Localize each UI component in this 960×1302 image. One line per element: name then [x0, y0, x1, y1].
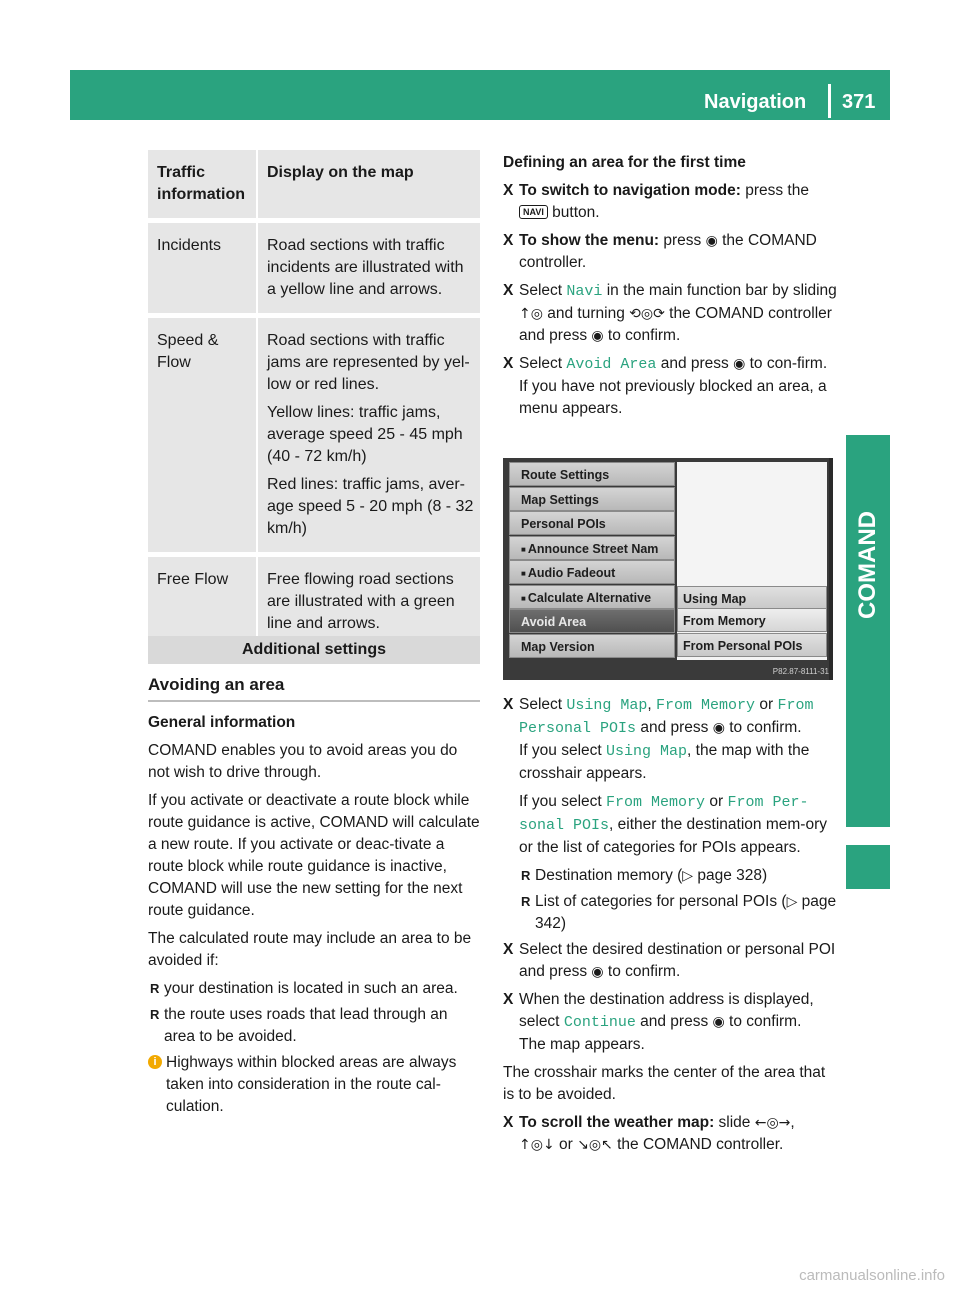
step-marker-icon: X: [503, 232, 514, 249]
footer-watermark: carmanualsonline.info: [799, 1267, 945, 1284]
instruction-step: X To scroll the weather map: slide ←◎→, ↑◎↓ or ↘◎↖ the COMAND controller.: [503, 1114, 795, 1153]
list-item: R Destination memory (▷ page 328): [519, 865, 837, 887]
cell-text: Red lines: traffic jams, aver-age speed 5 - 20 mph (8 - 32 km/h): [267, 476, 474, 537]
press-controller-icon: ◉: [591, 964, 604, 980]
side-block: [846, 845, 890, 889]
press-controller-icon: ◉: [591, 328, 604, 344]
slide-diagonal-icon: ↘◎↖: [577, 1137, 613, 1153]
menu-item: Route Settings: [509, 462, 675, 486]
table-header-cell: Traffic information: [148, 150, 258, 218]
header-divider: [828, 84, 831, 118]
table-cell: Incidents: [148, 223, 258, 313]
table-cell: [258, 318, 480, 552]
left-column: [148, 712, 482, 1118]
press-controller-icon: ◉: [705, 233, 718, 249]
bullet-icon: R: [521, 894, 531, 909]
paragraph: The calculated route may include an area to be avoided if:: [148, 930, 472, 969]
info-icon: i: [148, 1055, 162, 1069]
slide-left-right-icon: ←◎→: [754, 1115, 791, 1131]
menu-item-selected: Avoid Area: [509, 609, 675, 633]
step-marker-icon: X: [503, 355, 514, 372]
table-header-row: [148, 150, 480, 223]
list-item: R List of categories for personal POIs (▷ page 342): [521, 893, 837, 932]
menu-item: ■ Calculate Alternative: [509, 585, 675, 609]
table-row: [148, 223, 480, 318]
instruction-step: X Select Navi in the main function bar by sliding ↑◎ and turning ⟲◎⟳ the COMAND controller and press ◉ to confirm.: [503, 282, 837, 344]
page-number: 371: [842, 91, 876, 113]
submenu-item: From Personal POIs: [677, 633, 827, 657]
menu-item: Map Settings: [509, 487, 675, 511]
page-ref-icon: ▷: [682, 868, 694, 884]
bullet-icon: R: [521, 868, 531, 883]
slide-up-down-icon: ↑◎↓: [519, 1137, 555, 1153]
table-cell: Speed & Flow: [148, 318, 258, 552]
list-item: R the route uses roads that lead through an area to be avoided.: [150, 1006, 448, 1045]
paragraph: COMAND enables you to avoid areas you do not wish to drive through.: [148, 742, 458, 781]
step-marker-icon: X: [503, 1114, 514, 1131]
menu-item: ■ Audio Fadeout: [509, 560, 675, 584]
table-header-cell: Display on the map: [267, 164, 414, 181]
press-controller-icon: ◉: [712, 720, 725, 736]
instruction-step: X Select Using Map, From Memory or From Personal POIs and press ◉ to confirm. If you select Using Map, the map with the crosshair appears.: [503, 696, 814, 782]
table-cell: [258, 557, 480, 647]
menu-item: ■ Announce Street Nam: [509, 536, 675, 560]
traffic-table: [148, 150, 480, 652]
table-cell: [258, 223, 480, 313]
paragraph: The crosshair marks the center of the area that is to be avoided.: [503, 1064, 826, 1103]
turn-controller-icon: ⟲◎⟳: [629, 306, 665, 322]
general-heading: General information: [148, 714, 296, 731]
step-marker-icon: X: [503, 991, 514, 1008]
instruction-step: X Select Avoid Area and press ◉ to con-firm. If you have not previously blocked an area, a menu appears.: [503, 355, 828, 417]
header-title: Navigation: [704, 91, 807, 113]
right-column-lower: [503, 694, 837, 1162]
slide-up-icon: ↑◎: [519, 306, 543, 322]
result-text: If you select From Memory or From Per-sonal POIs, either the destination mem-ory or the list of categories for POIs appears.: [519, 793, 827, 856]
table-cell: Free Flow: [148, 557, 258, 647]
press-controller-icon: ◉: [712, 1014, 725, 1030]
info-note: i Highways within blocked areas are always taken into consideration in the route cal-culation.: [148, 1052, 482, 1118]
instruction-step: X To show the menu: press ◉ the COMAND controller.: [503, 232, 817, 271]
bullet-icon: R: [150, 1007, 160, 1022]
step-marker-icon: X: [503, 696, 514, 713]
list-item: R your destination is located in such an area.: [148, 978, 482, 1000]
comand-menu-screenshot: [503, 458, 833, 680]
page-ref-icon: ▷: [786, 894, 798, 910]
cell-text: Road sections with traffic incidents are illustrated with a yellow line and arrows.: [267, 237, 464, 298]
table-row: [148, 318, 480, 557]
cell-text: Road sections with traffic jams are represented by yel-low or red lines.: [267, 332, 470, 393]
instruction-step: X To switch to navigation mode: press the NAVI button.: [503, 182, 809, 221]
navi-key-icon: NAVI: [519, 205, 548, 219]
cell-text: Yellow lines: traffic jams, average speed 25 - 45 mph (40 - 72 km/h): [267, 404, 463, 465]
menu-item: Personal POIs: [509, 511, 675, 535]
instruction-step: X Select the desired destination or personal POI and press ◉ to confirm.: [503, 941, 836, 980]
cell-text: Free flowing road sections are illustrated with a green line and arrows.: [267, 571, 455, 632]
submenu-item: Using Map: [677, 586, 827, 610]
side-tab: [846, 435, 890, 827]
section-title: Additional settings: [148, 636, 480, 664]
right-heading: Defining an area for the first time: [503, 154, 746, 171]
step-marker-icon: X: [503, 182, 514, 199]
step-marker-icon: X: [503, 282, 514, 299]
image-caption: P82.87-8111-31: [772, 667, 829, 676]
screen-border: [829, 458, 833, 680]
menu-item: Map Version: [509, 634, 675, 658]
paragraph: If you activate or deactivate a route block while route guidance is active, COMAND will calculate a new route. If you activate or deac-tivate a route block while route guidance is inactive, COMAND will use the new setting for the next route guidance.: [148, 792, 480, 919]
side-tab-label: COMAND: [854, 511, 881, 619]
right-column: [503, 152, 837, 426]
navi-menu: [509, 462, 675, 658]
step-marker-icon: X: [503, 941, 514, 958]
section-subtitle: Avoiding an area: [148, 672, 480, 702]
press-controller-icon: ◉: [733, 356, 746, 372]
submenu-item: From Memory: [677, 608, 827, 632]
bullet-icon: R: [150, 981, 160, 996]
instruction-step: X When the destination address is displayed, select Continue and press ◉ to confirm. The map appears.: [503, 991, 814, 1053]
